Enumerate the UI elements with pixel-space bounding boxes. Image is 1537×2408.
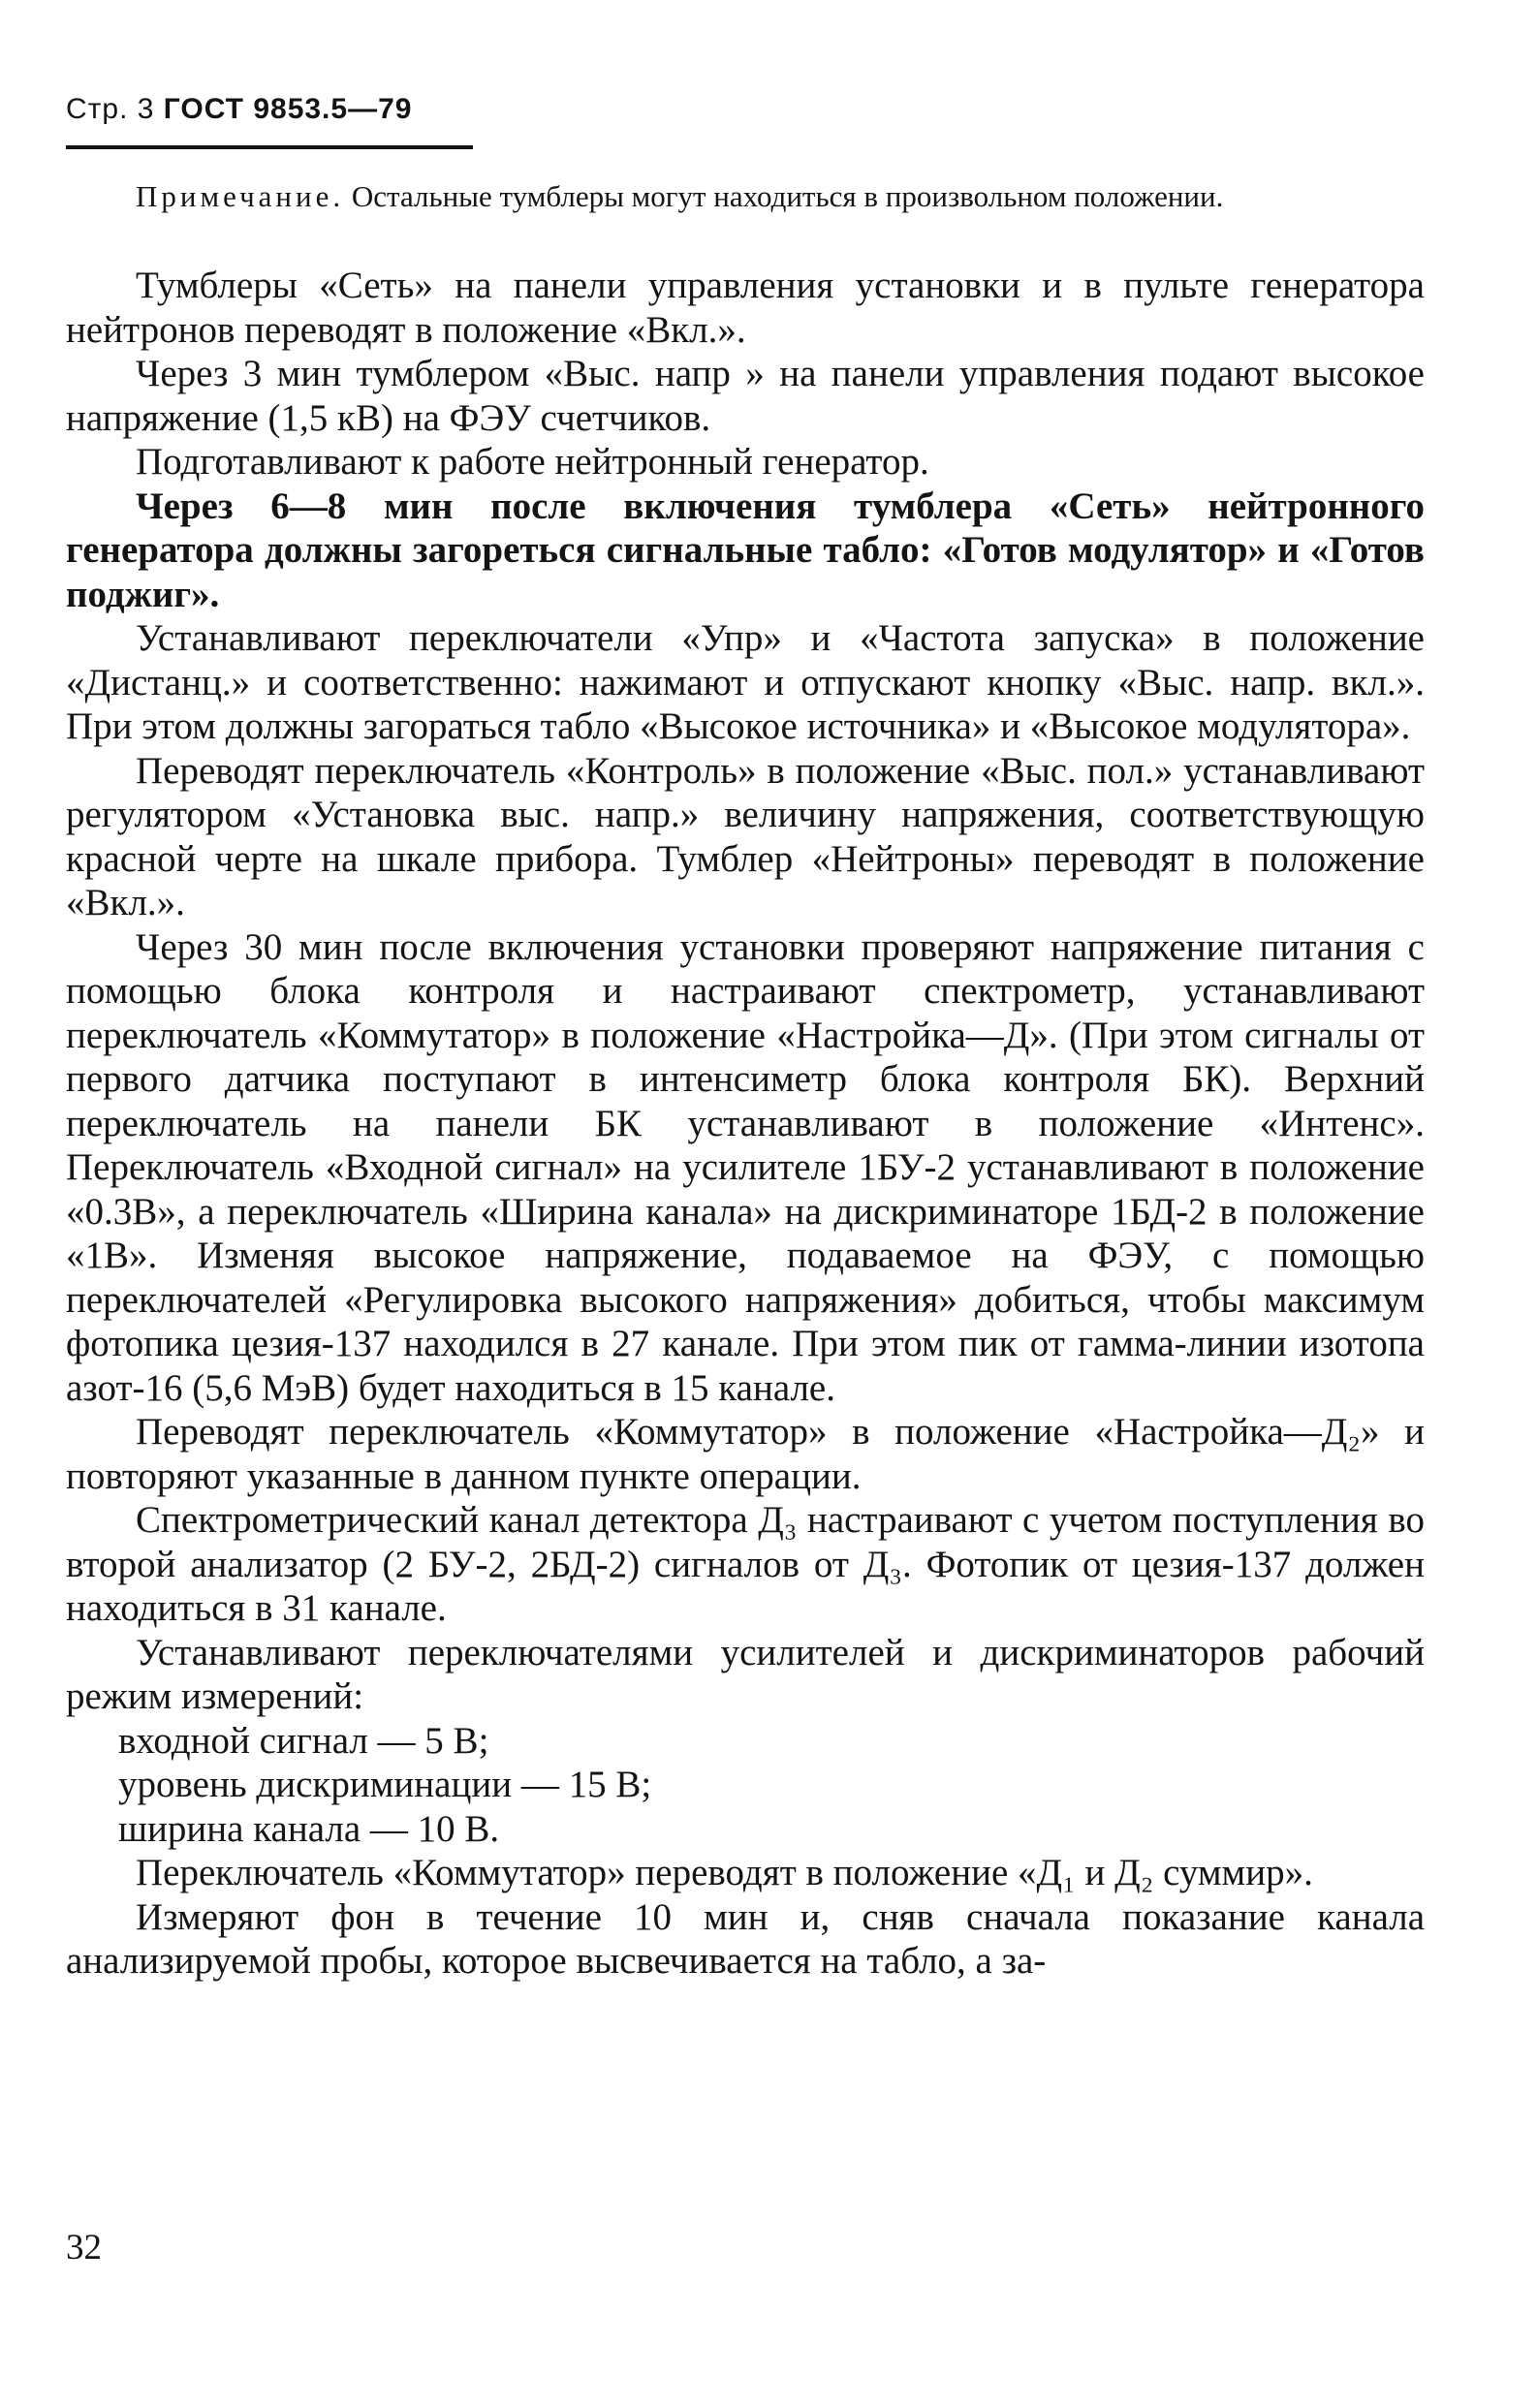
paragraph: Тумблеры «Сеть» на панели управления установки и в пульте генератора нейтронов переводят в положение «Вкл.». (66, 265, 1425, 351)
paragraph: Подготавливают к работе нейтронный генератор. (136, 441, 929, 483)
header-page-ref: Стр. 3 (66, 93, 155, 125)
page-number: 32 (66, 2228, 102, 2267)
paragraph: Измеряют фон в течение 10 мин и, сняв сначала показание канала анализируемой пробы, которое высвечивается на табло, а за- (66, 1895, 1425, 1982)
note (66, 176, 1425, 217)
paragraph: Через 6—8 мин после включения тумблера «Сеть» нейтронного генератора должны загореться сигнальные табло: «Готов модулятор» и «Готов поджиг». (66, 485, 1425, 615)
paragraph: Через 30 мин после включения установки проверяют напряжение питания с помощью блока контроля и настраивают спектрометр, устанавливают переключатель «Коммутатор» в положение «Настройка—Д». (При этом сигналы от первого датчика поступают в интенсиметр блока контроля БК). Верхний переключатель на панели БК устанавливают в положение «Интенс». Переключатель «Входной сигнал» на усилителе 1БУ-2 устанавливают в положение «0.3В», а переключатель «Ширина канала» на дискриминаторе 1БД-2 в положение «1В». Изменяя высокое напряжение, подаваемое на ФЭУ, с помощью переключателей «Регулировка высокого напряжения» добиться, чтобы максимум фотопика цезия-137 находился в 27 канале. При этом пик от гамма-линии изотопа азот-16 (5,6 МэВ) будет находиться в 15 канале. (66, 925, 1425, 1409)
paragraph: Через 3 мин тумблером «Выс. напр » на панели управления подают высокое напряжение (1,5 кВ) на ФЭУ счетчиков. (66, 353, 1425, 439)
paragraph: Переключатель «Коммутатор» переводят в положение «Д₁ и Д₂ суммир». (136, 1852, 1313, 1893)
page-header (66, 93, 473, 126)
paragraph: Спектрометрический канал детектора Д₃ настраивают с учетом поступления во второй анализатор (2 БУ-2, 2БД-2) сигналов от Д₃. Фотопик от цезия-137 должен находиться в 31 канале. (66, 1499, 1425, 1629)
note-text: Остальные тумблеры могут находиться в произвольном положении. (351, 179, 1224, 213)
paragraph: Переводят переключатель «Коммутатор» в положение «Настройка—Д₂» и повторяют указанные в данном пункте операции. (66, 1411, 1425, 1497)
paragraph: Устанавливают переключателями усилителей и дискриминаторов рабочий режим измерений: (66, 1631, 1425, 1717)
note-label: Примечание. (136, 179, 345, 213)
settings-list-item: уровень дискриминации — 15 В; (118, 1764, 652, 1805)
header-standard: ГОСТ 9853.5—79 (163, 93, 413, 125)
body-text (66, 264, 1425, 1984)
header-rule (66, 145, 473, 149)
paragraph: Переводят переключатель «Контроль» в положение «Выс. пол.» устанавливают регулятором «Установка выс. напр.» величину напряжения, соответствующую красной черте на шкале прибора. Тумблер «Нейтроны» переводят в положение «Вкл.». (66, 749, 1425, 923)
settings-list-item: ширина канала — 10 В. (118, 1807, 500, 1850)
paragraph: Устанавливают переключатели «Упр» и «Частота запуска» в положение «Дистанц.» и соответственно: нажимают и отпускают кнопку «Выс. напр. вкл.». При этом должны загораться табло «Высокое источника» и «Высокое модулятора». (66, 617, 1425, 747)
settings-list-item: входной сигнал — 5 В; (118, 1719, 489, 1762)
